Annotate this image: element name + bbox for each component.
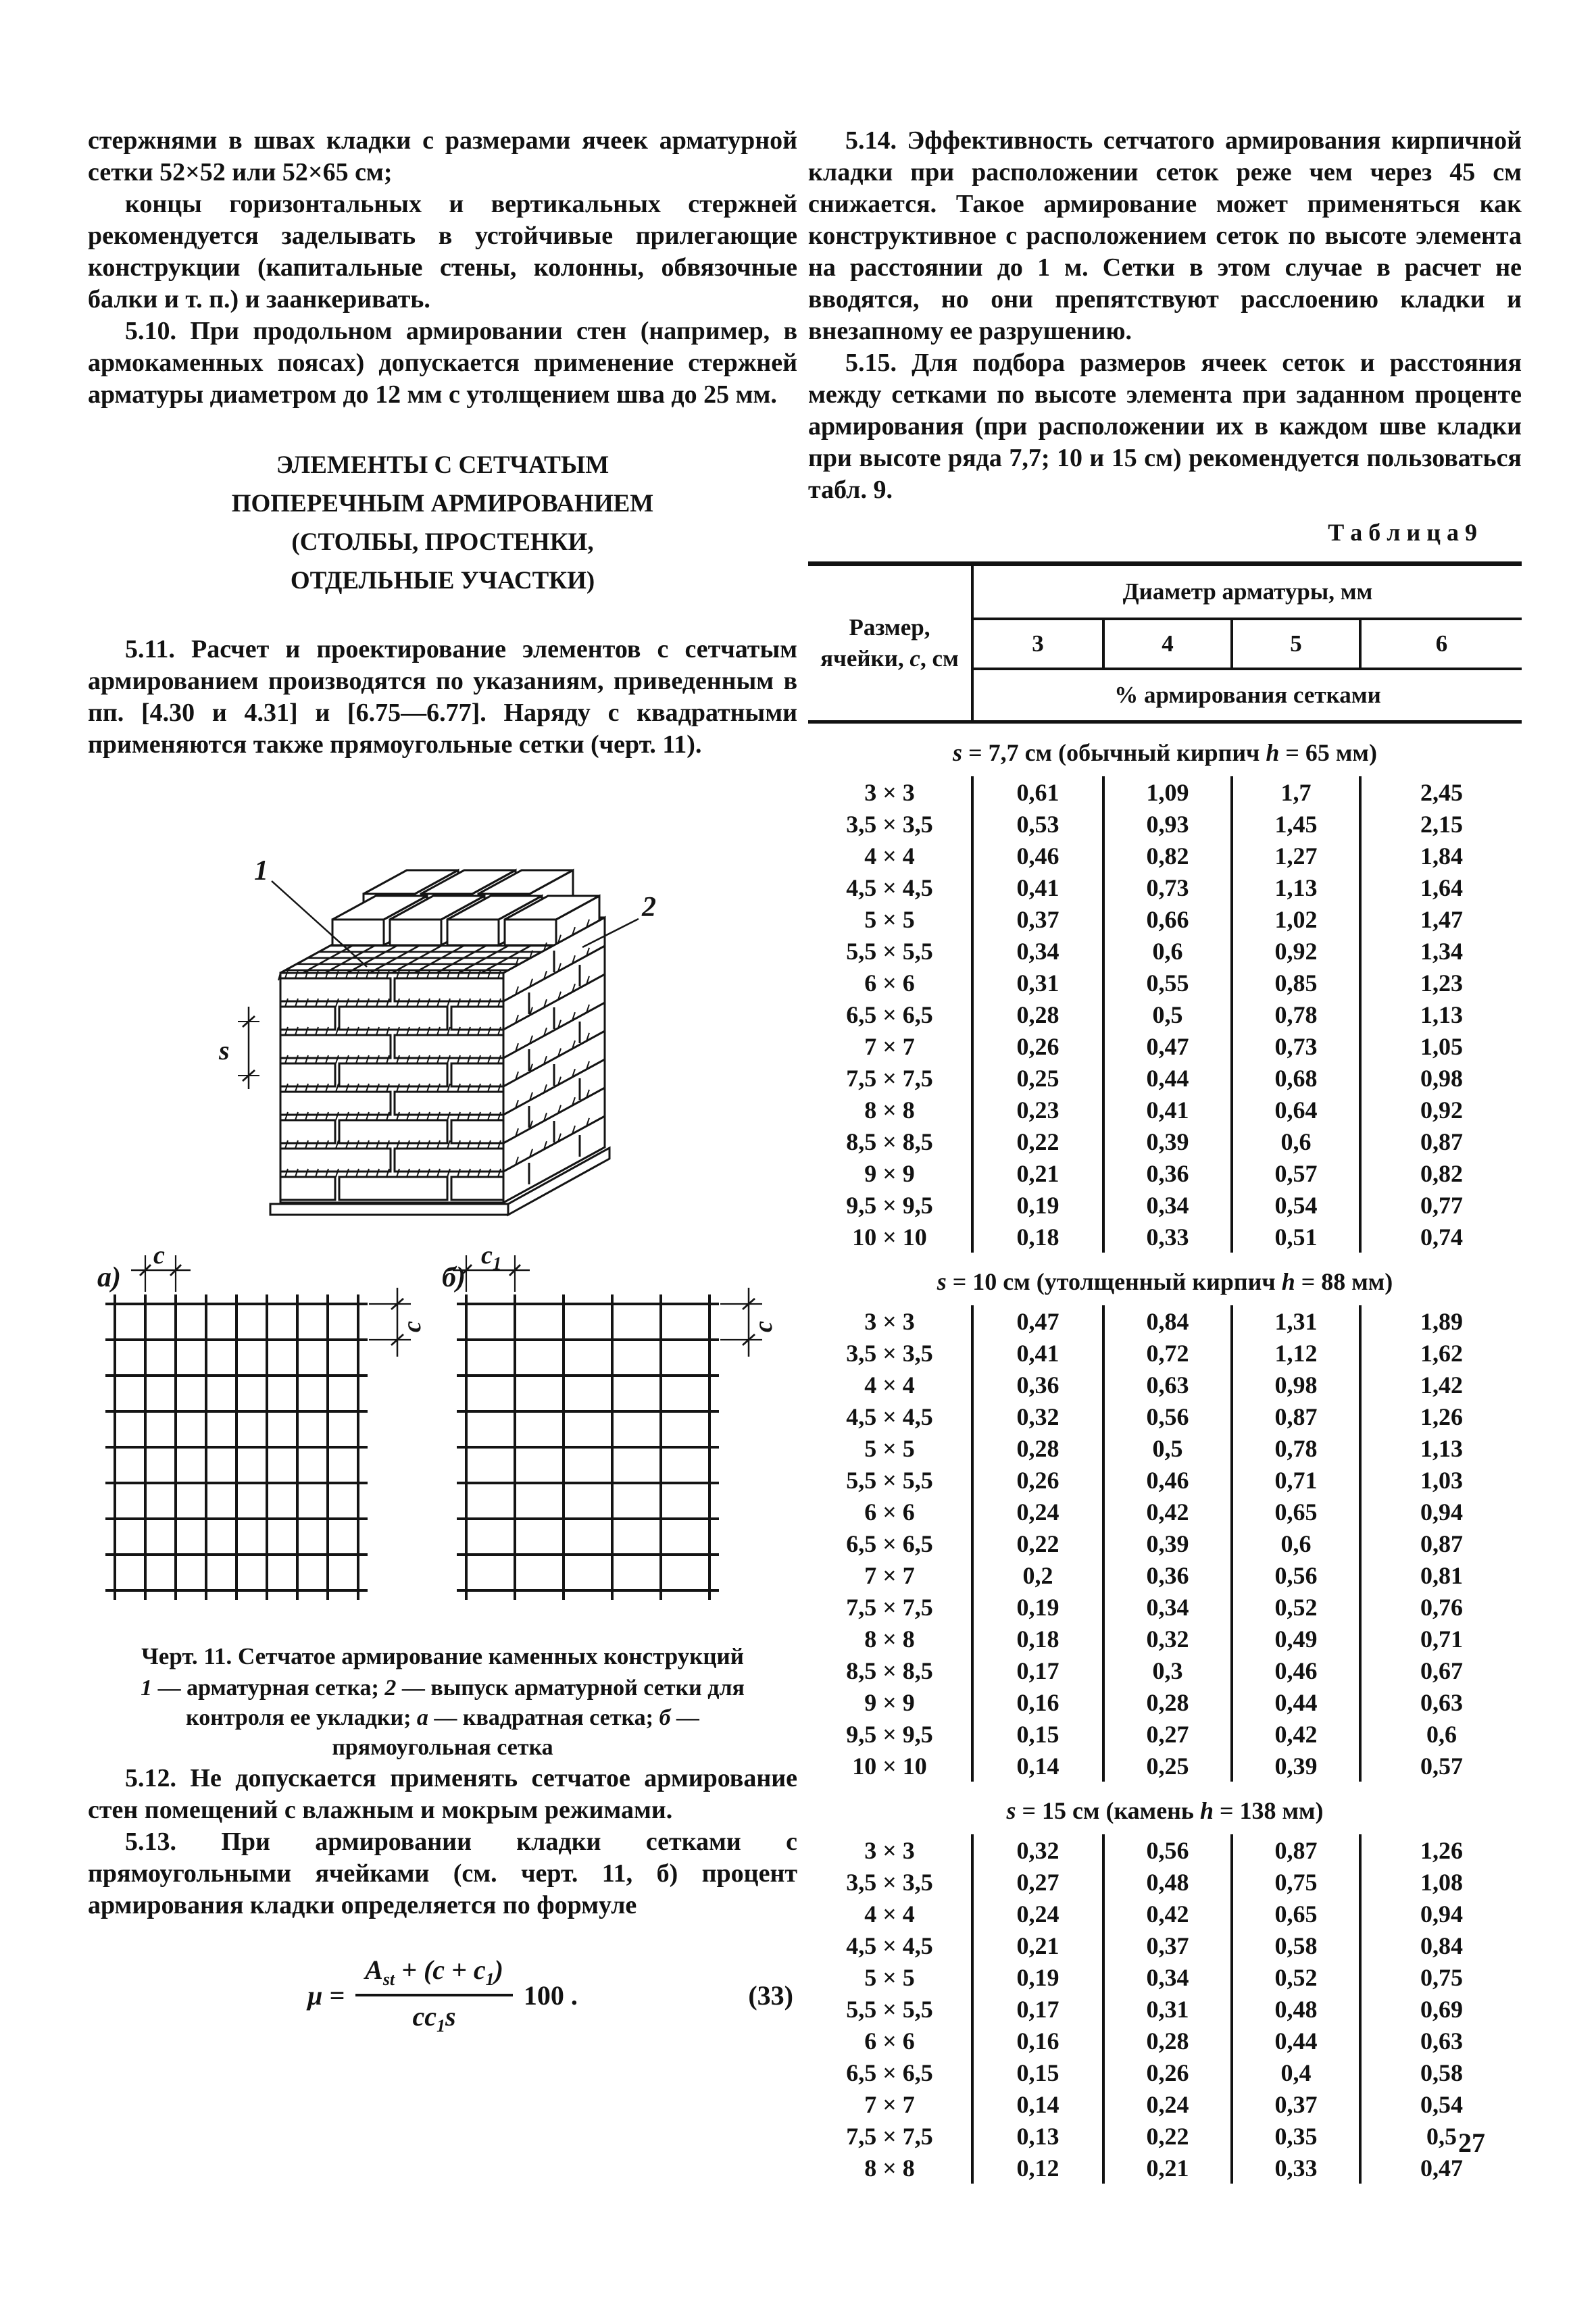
heading-line-1: ЭЛЕМЕНТЫ С СЕТЧАТЫМ — [276, 451, 609, 479]
pillar-dim-s: s — [219, 1035, 230, 1065]
table-cell-value: 1,13 — [1359, 999, 1522, 1030]
table-9 — [808, 561, 1522, 2184]
table-cell-value: 1,09 — [1102, 776, 1230, 808]
table-section-title: s = 7,7 см (обычный кирпич h = 65 мм) — [953, 739, 1377, 766]
table-cell-value: 0,47 — [1016, 1307, 1059, 1335]
table-cell-size: 4,5 × 4,5 — [808, 872, 974, 903]
table-cell-value: 0,57 — [1359, 1750, 1522, 1782]
table-cell-size: 6 × 6 — [808, 967, 974, 999]
table-cell-size: 6 × 6 — [808, 2025, 974, 2057]
table-cell-value: 0,28 — [1016, 1001, 1059, 1028]
table-cell-size: 3,5 × 3,5 — [808, 808, 974, 840]
table-cell-value: 0,47 — [1359, 2152, 1522, 2184]
clause-text: При продольном армировании стен (например, в армокаменных поясах) допускается применение стержней арматуры диаметром до 12 мм с утолщением шва до 25 мм. — [88, 317, 797, 409]
paragraph-5-12 — [88, 1763, 797, 1826]
column-sub-header: % армирования сетками — [1114, 682, 1381, 708]
table-cell-value: 0,39 — [1102, 1126, 1230, 1157]
table-cell-value: 0,18 — [1016, 1625, 1059, 1653]
table-cell-value: 0,81 — [1359, 1559, 1522, 1591]
table-cell-value: 0,92 — [1230, 935, 1359, 967]
table-section — [808, 1305, 1522, 1782]
paragraph-5-14 — [808, 125, 1522, 347]
table-cell-value: 0,54 — [1230, 1189, 1359, 1221]
clause-text: Эффективность сетчатого армирования кирпичной кладки при расположении сеток реже чем через 45 см снижается. Такое армирование может применяться как конструктивное с расположением сеток по высоте элемента на расстоянии до 1 м. Сетки в этом случае в расчет не вводятся, но они препятствуют расслоению кладки и внезапному ее разрушению. — [808, 126, 1522, 345]
table-cell-value: 0,87 — [1359, 1528, 1522, 1559]
clause-number: 5.14. — [845, 126, 897, 155]
table-cell-size: 7 × 7 — [808, 2088, 974, 2120]
table-cell-value: 0,15 — [1016, 1720, 1059, 1748]
table-cell-value: 0,18 — [1016, 1223, 1059, 1251]
table-cell-size: 4 × 4 — [808, 1898, 974, 1930]
table-cell-value: 1,89 — [1359, 1305, 1522, 1337]
table-cell-value: 0,58 — [1359, 2057, 1522, 2088]
table-cell-value: 0,26 — [1016, 1466, 1059, 1494]
mesh-a-dim-side: c — [398, 1321, 426, 1332]
column-header-6mm: 6 — [1359, 620, 1522, 670]
table-cell-size: 4 × 4 — [808, 840, 974, 872]
table-cell-value: 0,98 — [1359, 1062, 1522, 1094]
clause-number: 5.11. — [125, 635, 175, 663]
paragraph-anchoring: концы горизонтальных и вертикальных стержней рекомендуется заделывать в устойчивые прилегающие конструкции (капитальные стены, колонны, обвязочные балки и т. п.) и заанкеривать. — [88, 190, 797, 313]
table-cell-value: 0,28 — [1102, 1686, 1230, 1718]
table-cell-size: 3 × 3 — [808, 1305, 974, 1337]
table-cell-value: 0,78 — [1230, 999, 1359, 1030]
table-cell-value: 0,25 — [1102, 1750, 1230, 1782]
paragraph-continuation: стержнями в швах кладки с размерами ячеек арматурной сетки 52×52 или 52×65 см; — [88, 126, 797, 186]
table-cell-value: 0,52 — [1230, 1961, 1359, 1993]
table-cell-value: 2,15 — [1359, 808, 1522, 840]
table-cell-value: 0,23 — [1016, 1096, 1059, 1124]
table-cell-value: 0,6 — [1230, 1528, 1359, 1559]
table-cell-value: 0,3 — [1102, 1655, 1230, 1686]
table-cell-value: 1,31 — [1230, 1305, 1359, 1337]
fraction-denominator: $cc_1s$ — [355, 1994, 513, 2036]
equation-number: (33) — [748, 1980, 793, 2011]
table-cell-value: 0,13 — [1016, 2122, 1059, 2150]
table-section — [808, 1834, 1522, 2184]
table-cell-value: 0,42 — [1230, 1718, 1359, 1750]
table-cell-value: 0,42 — [1102, 1898, 1230, 1930]
table-cell-value: 1,27 — [1230, 840, 1359, 872]
table-cell-size: 6,5 × 6,5 — [808, 999, 974, 1030]
figure-legend: 1 — арматурная сетка; 2 — выпуск арматурной сетки для контроля ее укладки; а — квадратная сетка; б — прямоугольная сетка — [141, 1676, 745, 1760]
table-cell-value: 0,61 — [1016, 778, 1059, 806]
table-cell-size: 7 × 7 — [808, 1030, 974, 1062]
table-cell-value: 0,87 — [1230, 1834, 1359, 1866]
table-cell-value: 0,36 — [1102, 1157, 1230, 1189]
table-cell-size: 9 × 9 — [808, 1686, 974, 1718]
table-cell-value: 1,08 — [1359, 1866, 1522, 1898]
table-cell-value: 0,66 — [1102, 903, 1230, 935]
table-cell-value: 0,65 — [1230, 1898, 1359, 1930]
table-cell-value: 0,32 — [1016, 1403, 1059, 1430]
table-cell-value: 0,4 — [1230, 2057, 1359, 2088]
table-cell-value: 0,33 — [1102, 1221, 1230, 1253]
table-cell-value: 0,41 — [1102, 1094, 1230, 1126]
table-cell-value: 0,34 — [1102, 1189, 1230, 1221]
table-row-header — [808, 566, 974, 720]
table-cell-size: 4,5 × 4,5 — [808, 1930, 974, 1961]
table-sections — [808, 724, 1522, 2184]
clause-text: Расчет и проектирование элементов с сетчатым армированием производятся по указаниям, приведенным в пп. [4.30 и 4.31] и [6.75—6.77]. Наряду с квадратными применяются также прямоугольные сетки (черт. 11). — [88, 635, 797, 759]
fraction-numerator: $A_{st} + (c + c_1)$ — [365, 1955, 503, 1989]
table-cell-value: 0,28 — [1016, 1434, 1059, 1462]
column-header-5mm: 5 — [1230, 620, 1359, 670]
table-cell-value: 1,45 — [1230, 808, 1359, 840]
table-cell-value: 0,5 — [1359, 2120, 1522, 2152]
table-cell-value: 0,22 — [1016, 1128, 1059, 1155]
table-cell-value: 0,39 — [1230, 1750, 1359, 1782]
right-column — [808, 125, 1522, 2184]
fraction — [355, 1954, 513, 2036]
mesh-a-dim-top: c — [153, 1243, 165, 1269]
table-cell-size: 8,5 × 8,5 — [808, 1126, 974, 1157]
table-cell-value: 0,44 — [1230, 1686, 1359, 1718]
table-cell-value: 0,26 — [1016, 1032, 1059, 1060]
table-cell-size: 4,5 × 4,5 — [808, 1401, 974, 1432]
table-cell-value: 0,93 — [1102, 808, 1230, 840]
paragraph-5-11 — [88, 634, 797, 761]
table-cell-value: 0,75 — [1359, 1961, 1522, 1993]
heading-line-2: ПОПЕРЕЧНЫМ АРМИРОВАНИЕМ — [231, 490, 654, 518]
table-cell-value: 0,64 — [1230, 1094, 1359, 1126]
table-cell-value: 0,32 — [1102, 1623, 1230, 1655]
table-cell-value: 0,28 — [1102, 2025, 1230, 2057]
paragraph-5-10 — [88, 316, 797, 411]
table-cell-value: 1,03 — [1359, 1464, 1522, 1496]
table-cell-size: 4 × 4 — [808, 1369, 974, 1401]
mesh-b-dim-top: $c_1$ — [481, 1243, 502, 1274]
row-header-line-1: Размер, — [849, 614, 930, 640]
table-cell-value: 0,87 — [1359, 1126, 1522, 1157]
table-cell-size: 8 × 8 — [808, 1094, 974, 1126]
table-label: Т а б л и ц а 9 — [1328, 519, 1477, 546]
clause-text: Для подбора размеров ячеек сеток и расстояния между сетками по высоте элемента при заданном проценте армирования (при расположении их в каждом шве кладки при высоте ряда 7,7; 10 и 15 см) рекомендуется пользоваться табл. 9. — [808, 349, 1522, 504]
table-cell-value: 1,42 — [1359, 1369, 1522, 1401]
table-cell-value: 0,58 — [1230, 1930, 1359, 1961]
figure-caption — [88, 1641, 797, 1763]
table-cell-value: 0,56 — [1230, 1559, 1359, 1591]
table-cell-value: 0,5 — [1102, 1432, 1230, 1464]
table-cell-value: 0,94 — [1359, 1898, 1522, 1930]
table-cell-size: 3,5 × 3,5 — [808, 1866, 974, 1898]
clause-text: При армировании кладки сетками с прямоугольными ячейками (см. черт. 11, б) процент армирования кладки определяется по формуле — [88, 1828, 797, 1919]
table-section-title: s = 10 см (утолщенный кирпич h = 88 мм) — [937, 1268, 1393, 1295]
table-cell-value: 0,67 — [1359, 1655, 1522, 1686]
section-heading — [88, 446, 797, 600]
table-cell-value: 1,23 — [1359, 967, 1522, 999]
table-cell-value: 1,47 — [1359, 903, 1522, 935]
table-cell-value: 1,7 — [1230, 776, 1359, 808]
table-cell-size: 3 × 3 — [808, 1834, 974, 1866]
table-cell-size: 8,5 × 8,5 — [808, 1655, 974, 1686]
table-cell-value: 0,19 — [1016, 1191, 1059, 1219]
page-number: 27 — [1458, 2128, 1485, 2158]
table-cell-value: 0,57 — [1230, 1157, 1359, 1189]
table-cell-value: 0,16 — [1016, 2027, 1059, 2055]
table-cell-value: 0,52 — [1230, 1591, 1359, 1623]
table-cell-value: 0,12 — [1016, 2154, 1059, 2182]
table-cell-value: 2,45 — [1359, 776, 1522, 808]
left-column — [88, 125, 797, 2046]
table-cell-value: 0,42 — [1102, 1496, 1230, 1528]
table-cell-size: 10 × 10 — [808, 1750, 974, 1782]
clause-number: 5.10. — [125, 317, 176, 345]
row-header-line-2: ячейки, с, см — [820, 645, 959, 672]
table-cell-size: 8 × 8 — [808, 1623, 974, 1655]
table-cell-value: 0,25 — [1016, 1064, 1059, 1092]
table-cell-value: 0,75 — [1230, 1866, 1359, 1898]
table-cell-value: 0,47 — [1102, 1030, 1230, 1062]
paragraph-5-13 — [88, 1826, 797, 1921]
column-group-header: Диаметр арматуры, мм — [974, 566, 1522, 620]
table-cell-size: 3,5 × 3,5 — [808, 1337, 974, 1369]
table-cell-value: 1,02 — [1230, 903, 1359, 935]
table-cell-value: 0,51 — [1230, 1221, 1359, 1253]
table-cell-value: 0,17 — [1016, 1657, 1059, 1684]
table-section — [808, 776, 1522, 1253]
formula-lhs: μ = — [307, 1980, 345, 2011]
table-cell-value: 0,63 — [1359, 1686, 1522, 1718]
mesh-b-dim-side: c — [749, 1321, 778, 1332]
table-cell-size: 6,5 × 6,5 — [808, 2057, 974, 2088]
table-cell-value: 0,31 — [1102, 1993, 1230, 2025]
table-cell-value: 0,39 — [1102, 1528, 1230, 1559]
masonry-pillar-svg — [203, 770, 696, 1230]
table-cell-value: 0,68 — [1230, 1062, 1359, 1094]
table-cell-value: 0,37 — [1102, 1930, 1230, 1961]
table-cell-value: 0,72 — [1102, 1337, 1230, 1369]
heading-line-3: (СТОЛБЫ, ПРОСТЕНКИ, — [291, 528, 594, 556]
table-cell-value: 0,32 — [1016, 1836, 1059, 1864]
table-cell-value: 0,31 — [1016, 969, 1059, 997]
table-cell-value: 0,78 — [1230, 1432, 1359, 1464]
table-cell-size: 5 × 5 — [808, 903, 974, 935]
table-cell-value: 1,13 — [1230, 872, 1359, 903]
table-cell-size: 3 × 3 — [808, 776, 974, 808]
table-cell-size: 7 × 7 — [808, 1559, 974, 1591]
table-cell-value: 0,55 — [1102, 967, 1230, 999]
table-cell-value: 0,77 — [1359, 1189, 1522, 1221]
table-cell-value: 0,22 — [1016, 1530, 1059, 1557]
heading-line-4: ОТДЕЛЬНЫЕ УЧАСТКИ) — [290, 567, 595, 595]
table-cell-value: 0,46 — [1102, 1464, 1230, 1496]
pillar-label-mesh: 1 — [254, 855, 268, 886]
table-cell-value: 0,37 — [1230, 2088, 1359, 2120]
table-cell-value: 0,15 — [1016, 2059, 1059, 2086]
table-cell-value: 0,34 — [1102, 1961, 1230, 1993]
table-cell-value: 0,44 — [1230, 2025, 1359, 2057]
table-cell-value: 0,6 — [1102, 935, 1230, 967]
table-cell-value: 0,19 — [1016, 1963, 1059, 1991]
table-cell-value: 0,74 — [1359, 1221, 1522, 1253]
table-cell-value: 0,92 — [1359, 1094, 1522, 1126]
table-cell-value: 0,84 — [1359, 1930, 1522, 1961]
table-cell-value: 0,65 — [1230, 1496, 1359, 1528]
table-cell-value: 0,22 — [1102, 2120, 1230, 2152]
table-cell-value: 1,84 — [1359, 840, 1522, 872]
table-cell-value: 0,98 — [1230, 1369, 1359, 1401]
table-cell-value: 0,21 — [1102, 2152, 1230, 2184]
table-cell-value: 0,82 — [1102, 840, 1230, 872]
table-cell-value: 1,34 — [1359, 935, 1522, 967]
table-cell-value: 0,76 — [1359, 1591, 1522, 1623]
table-cell-size: 6 × 6 — [808, 1496, 974, 1528]
table-cell-value: 0,2 — [1022, 1561, 1053, 1589]
table-cell-value: 0,24 — [1102, 2088, 1230, 2120]
table-cell-value: 0,36 — [1102, 1559, 1230, 1591]
table-cell-value: 0,73 — [1230, 1030, 1359, 1062]
clause-text: Не допускается применять сетчатое армирование стен помещений с влажным и мокрым режимами. — [88, 1764, 797, 1824]
table-cell-value: 0,56 — [1102, 1401, 1230, 1432]
table-cell-value: 0,69 — [1359, 1993, 1522, 2025]
table-cell-size: 8 × 8 — [808, 2152, 974, 2184]
table-cell-value: 0,41 — [1016, 1339, 1059, 1367]
table-cell-value: 0,36 — [1016, 1371, 1059, 1399]
column-header-3mm: 3 — [974, 620, 1102, 670]
table-cell-size: 7,5 × 7,5 — [808, 2120, 974, 2152]
table-cell-value: 0,37 — [1016, 905, 1059, 933]
table-cell-value: 0,46 — [1016, 842, 1059, 870]
table-cell-value: 0,17 — [1016, 1995, 1059, 2023]
table-cell-value: 0,41 — [1016, 874, 1059, 901]
table-cell-value: 0,34 — [1016, 937, 1059, 965]
table-header — [808, 561, 1522, 724]
mesh-b-tag: б) — [442, 1262, 466, 1293]
figure-caption-title: Черт. 11. Сетчатое армирование каменных конструкций — [141, 1643, 744, 1669]
table-cell-value: 1,05 — [1359, 1030, 1522, 1062]
table-cell-size: 5,5 × 5,5 — [808, 1464, 974, 1496]
table-cell-size: 7,5 × 7,5 — [808, 1062, 974, 1094]
table-cell-size: 5,5 × 5,5 — [808, 1993, 974, 2025]
pillar-label-outlet: 2 — [642, 892, 656, 923]
table-cell-value: 0,33 — [1230, 2152, 1359, 2184]
table-cell-value: 0,19 — [1016, 1593, 1059, 1621]
table-cell-value: 0,26 — [1102, 2057, 1230, 2088]
table-cell-size: 10 × 10 — [808, 1221, 974, 1253]
table-cell-value: 0,14 — [1016, 1752, 1059, 1780]
table-cell-value: 0,48 — [1230, 1993, 1359, 2025]
table-cell-value: 0,24 — [1016, 1498, 1059, 1526]
table-cell-size: 6,5 × 6,5 — [808, 1528, 974, 1559]
table-cell-size: 5 × 5 — [808, 1961, 974, 1993]
table-cell-size: 7,5 × 7,5 — [808, 1591, 974, 1623]
paragraph-5-15 — [808, 347, 1522, 506]
table-cell-value: 1,26 — [1359, 1401, 1522, 1432]
table-cell-value: 0,24 — [1016, 1900, 1059, 1928]
table-cell-value: 0,53 — [1016, 810, 1059, 838]
table-cell-size: 9,5 × 9,5 — [808, 1189, 974, 1221]
mesh-a-tag: а) — [97, 1262, 121, 1293]
table-cell-value: 1,12 — [1230, 1337, 1359, 1369]
table-cell-value: 0,87 — [1230, 1401, 1359, 1432]
table-cell-size: 5,5 × 5,5 — [808, 935, 974, 967]
table-cell-size: 5 × 5 — [808, 1432, 974, 1464]
table-cell-value: 0,56 — [1102, 1834, 1230, 1866]
clause-number: 5.13. — [125, 1828, 176, 1856]
table-cell-value: 0,6 — [1230, 1126, 1359, 1157]
table-cell-value: 0,27 — [1102, 1718, 1230, 1750]
clause-number: 5.12. — [125, 1764, 176, 1792]
clause-number: 5.15. — [845, 349, 897, 377]
table-cell-value: 0,34 — [1102, 1591, 1230, 1623]
table-cell-value: 0,73 — [1102, 872, 1230, 903]
column-header-4mm: 4 — [1102, 620, 1230, 670]
table-cell-size: 9,5 × 9,5 — [808, 1718, 974, 1750]
table-cell-size: 9 × 9 — [808, 1157, 974, 1189]
table-cell-value: 1,62 — [1359, 1337, 1522, 1369]
table-cell-value: 0,63 — [1102, 1369, 1230, 1401]
table-cell-value: 1,64 — [1359, 872, 1522, 903]
table-cell-value: 0,46 — [1230, 1655, 1359, 1686]
table-cell-value: 0,14 — [1016, 2090, 1059, 2118]
table-cell-value: 0,94 — [1359, 1496, 1522, 1528]
table-cell-value: 0,71 — [1230, 1464, 1359, 1496]
table-cell-value: 0,48 — [1102, 1866, 1230, 1898]
formula-factor: 100 . — [523, 1980, 578, 2011]
table-cell-value: 0,44 — [1102, 1062, 1230, 1094]
table-cell-value: 0,5 — [1102, 999, 1230, 1030]
table-cell-value: 0,21 — [1016, 1159, 1059, 1187]
table-cell-value: 0,71 — [1359, 1623, 1522, 1655]
mesh-grids-svg — [88, 1243, 797, 1632]
table-cell-value: 0,16 — [1016, 1688, 1059, 1716]
table-cell-value: 1,26 — [1359, 1834, 1522, 1866]
table-cell-value: 0,82 — [1359, 1157, 1522, 1189]
table-cell-value: 0,49 — [1230, 1623, 1359, 1655]
table-cell-value: 0,54 — [1359, 2088, 1522, 2120]
table-cell-value: 0,6 — [1359, 1718, 1522, 1750]
table-cell-value: 0,21 — [1016, 1932, 1059, 1959]
table-cell-value: 0,35 — [1230, 2120, 1359, 2152]
table-cell-value: 0,27 — [1016, 1868, 1059, 1896]
table-cell-value: 0,63 — [1359, 2025, 1522, 2057]
table-cell-value: 0,85 — [1230, 967, 1359, 999]
table-cell-value: 1,13 — [1359, 1432, 1522, 1464]
formula-33 — [88, 1944, 797, 2046]
table-cell-value: 0,84 — [1102, 1305, 1230, 1337]
table-section-title: s = 15 см (камень h = 138 мм) — [1006, 1797, 1324, 1824]
